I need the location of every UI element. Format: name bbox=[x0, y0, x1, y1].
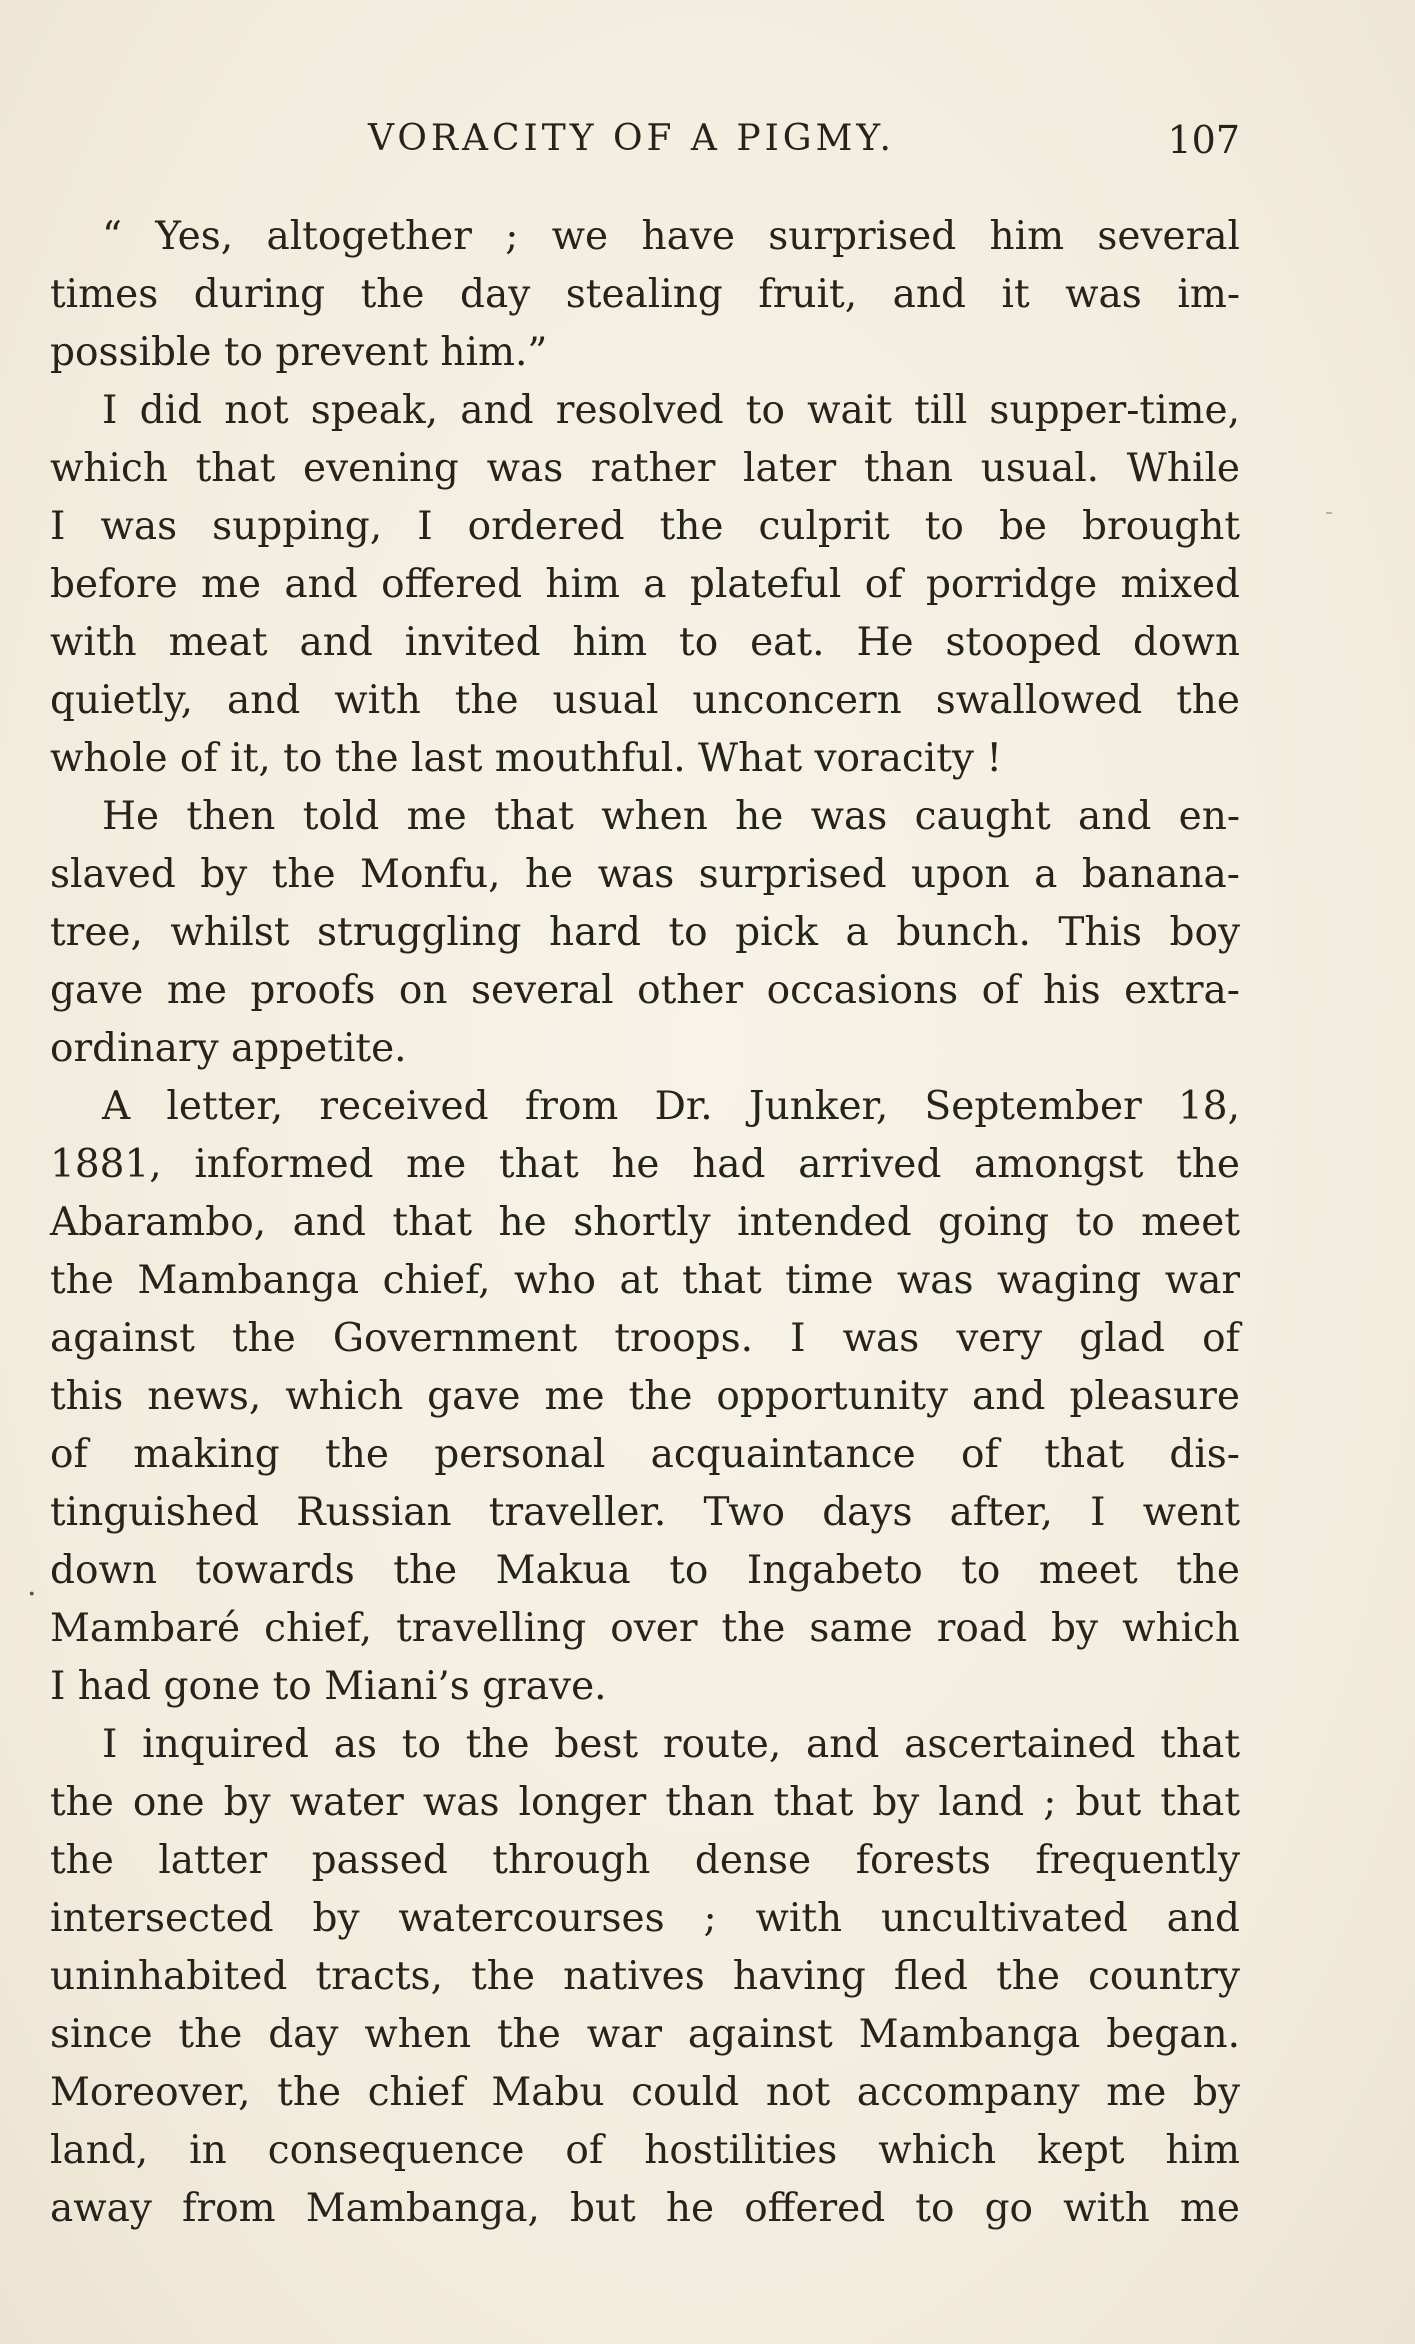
edge-speck bbox=[1326, 512, 1332, 514]
text-line: which that evening was rather later than usual. While bbox=[50, 446, 1240, 491]
running-title: VORACITY OF A PIGMY. bbox=[368, 118, 895, 159]
text-line: I did not speak, and resolved to wait till supper-time, bbox=[102, 388, 1240, 433]
text-line: down towards the Makua to Ingabeto to meet the bbox=[50, 1548, 1240, 1593]
text-line: intersected by watercourses ; with uncultivated and bbox=[50, 1896, 1240, 1941]
text-line: the one by water was longer than that by land ; but that bbox=[50, 1780, 1240, 1825]
text-line: tree, whilst struggling hard to pick a bunch. This boy bbox=[50, 910, 1240, 955]
text-line: the Mambanga chief, who at that time was waging war bbox=[50, 1258, 1240, 1303]
text-line: “ Yes, altogether ; we have surprised him several bbox=[102, 214, 1240, 259]
text-line: this news, which gave me the opportunity and pleasure bbox=[50, 1374, 1240, 1419]
text-line: ordinary appetite. bbox=[50, 1026, 407, 1071]
text-line: with meat and invited him to eat. He stooped down bbox=[50, 620, 1240, 665]
text-line: since the day when the war against Mambanga began. bbox=[50, 2012, 1240, 2057]
text-line: Mambaré chief, travelling over the same road by which bbox=[50, 1606, 1240, 1651]
text-line: I had gone to Miani’s grave. bbox=[50, 1664, 607, 1709]
text-line: possible to prevent him.” bbox=[50, 330, 548, 375]
text-line: gave me proofs on several other occasions of his extra- bbox=[50, 968, 1240, 1013]
body-text bbox=[50, 208, 1240, 2238]
text-line: away from Mambanga, but he offered to go with me bbox=[50, 2186, 1240, 2231]
text-line: slaved by the Monfu, he was surprised upon a banana- bbox=[50, 852, 1240, 897]
text-line: Abarambo, and that he shortly intended going to meet bbox=[50, 1200, 1240, 1245]
text-line: I was supping, I ordered the culprit to be brought bbox=[50, 504, 1240, 549]
text-line: whole of it, to the last mouthful. What voracity ! bbox=[50, 736, 1003, 781]
text-line: 1881, informed me that he had arrived amongst the bbox=[50, 1142, 1240, 1187]
text-line: against the Government troops. I was very glad of bbox=[50, 1316, 1240, 1361]
text-line: I inquired as to the best route, and ascertained that bbox=[102, 1722, 1240, 1767]
text-line: Moreover, the chief Mabu could not accompany me by bbox=[50, 2070, 1240, 2115]
text-line: of making the personal acquaintance of that dis- bbox=[50, 1432, 1240, 1477]
text-line: tinguished Russian traveller. Two days after, I went bbox=[50, 1490, 1240, 1535]
text-line: land, in consequence of hostilities which kept him bbox=[50, 2128, 1240, 2173]
text-line: before me and offered him a plateful of porridge mixed bbox=[50, 562, 1240, 607]
text-line: quietly, and with the usual unconcern swallowed the bbox=[50, 678, 1240, 723]
text-line: A letter, received from Dr. Junker, September 18, bbox=[102, 1084, 1240, 1129]
running-head bbox=[368, 118, 1240, 168]
page-number: 107 bbox=[1167, 118, 1240, 162]
text-line: He then told me that when he was caught and en- bbox=[102, 794, 1240, 839]
text-line: uninhabited tracts, the natives having fled the country bbox=[50, 1954, 1240, 1999]
margin-mark: . bbox=[27, 1568, 37, 1603]
text-line: the latter passed through dense forests frequently bbox=[50, 1838, 1240, 1883]
text-line: times during the day stealing fruit, and it was im- bbox=[50, 272, 1240, 317]
